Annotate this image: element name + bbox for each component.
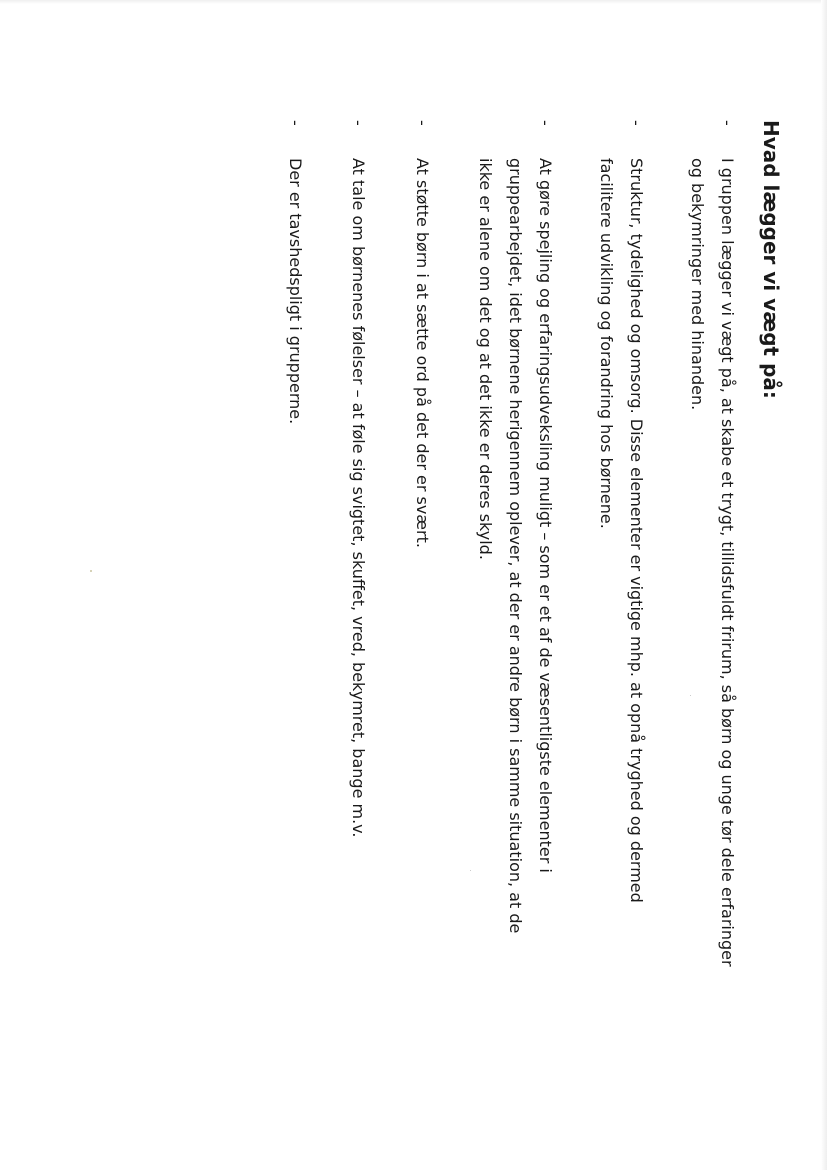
list-item-line: Der er tavshedspligt i grupperne. <box>286 158 305 425</box>
list-item-line: At støtte børn i at sætte ord på det der er svært. <box>413 158 432 548</box>
bullet-dash: - <box>413 120 432 126</box>
list-item-line: og bekymringer med hinanden. <box>688 158 707 411</box>
page-edge-right <box>821 0 827 1170</box>
list-item-text <box>591 158 651 903</box>
page-heading: Hvad lægger vi vægt på: <box>759 120 783 399</box>
bullet-dash: - <box>286 120 305 126</box>
bullet-dash: - <box>349 120 368 126</box>
list-item-line: At gøre spejling og erfaringsudveksling muligt – som er et af de væsentligste elementer i <box>536 158 555 873</box>
rotated-page-content <box>185 120 785 1120</box>
bullet-dash: - <box>627 120 646 126</box>
list-item-line: At tale om børnenes følelser – at føle sig svigtet, skuffet, vred, bekymret, bange m.v. <box>349 158 368 838</box>
list-item-line: I gruppen lægger vi vægt på, at skabe et trygt, tillidsfuldt frirum, så børn og unge tør dele erfaringer <box>718 158 737 967</box>
list-item-text <box>682 158 742 967</box>
list-item-line: gruppearbejdet, idet børnene herigennem oplever, at der er andre børn i samme situation, at de <box>506 158 525 934</box>
list-item-line: ikke er alene om det og at det ikke er deres skyld. <box>476 158 495 560</box>
list-item-text <box>343 158 373 837</box>
scan-speck <box>90 570 92 572</box>
bullet-dash: - <box>718 120 737 126</box>
list-item-text <box>280 158 310 424</box>
list-item-line: facilitere udvikling og forandring hos børnene. <box>597 158 616 529</box>
list-item-text <box>407 158 437 548</box>
page-edge-top <box>0 0 827 4</box>
list-item-line: Struktur, tydelighed og omsorg. Disse elementer er vigtige mhp. at opnå tryghed og dermed <box>627 158 646 903</box>
bullet-dash: - <box>536 120 555 126</box>
list-item-text <box>470 158 560 933</box>
